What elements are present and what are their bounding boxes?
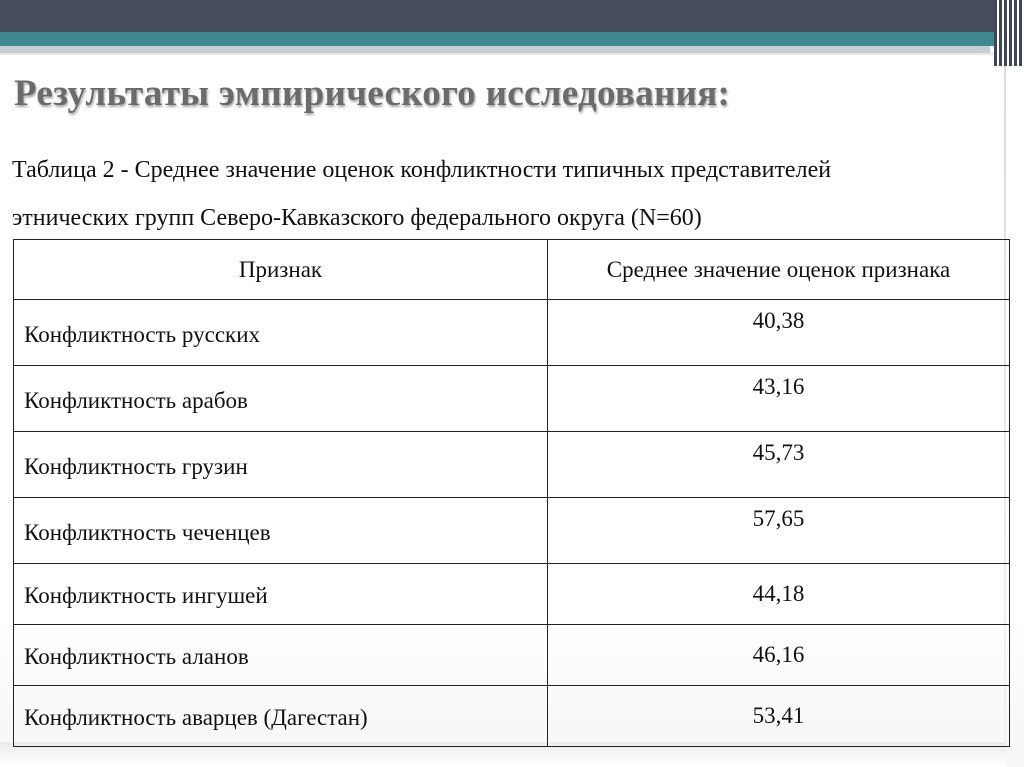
table-row bbox=[14, 625, 1010, 686]
feature-cell: Конфликтность чеченцев bbox=[14, 498, 548, 564]
header-mean-value: Среднее значение оценок признака bbox=[548, 240, 1010, 300]
header-band-teal bbox=[0, 32, 1004, 46]
table-row bbox=[14, 300, 1010, 366]
feature-cell: Конфликтность аварцев (Дагестан) bbox=[14, 686, 548, 747]
caption-line-2: этнических групп Северо-Кавказского федерального округа (N=60) bbox=[12, 205, 702, 231]
table-caption bbox=[12, 146, 1007, 242]
feature-cell: Конфликтность ингушей bbox=[14, 564, 548, 625]
value-cell: 46,16 bbox=[548, 625, 1010, 686]
table-row bbox=[14, 432, 1010, 498]
results-table bbox=[13, 239, 1010, 747]
feature-cell: Конфликтность русских bbox=[14, 300, 548, 366]
table-row bbox=[14, 498, 1010, 564]
header-band-dark bbox=[0, 0, 1004, 32]
table-row bbox=[14, 366, 1010, 432]
value-cell: 53,41 bbox=[548, 686, 1010, 747]
table-row bbox=[14, 686, 1010, 747]
value-cell: 43,16 bbox=[548, 366, 1010, 432]
feature-cell: Конфликтность аланов bbox=[14, 625, 548, 686]
value-cell: 44,18 bbox=[548, 564, 1010, 625]
header-band-highlight bbox=[0, 53, 1004, 55]
value-cell: 45,73 bbox=[548, 432, 1010, 498]
header-feature: Признак bbox=[14, 240, 548, 300]
value-cell: 40,38 bbox=[548, 300, 1010, 366]
header-band-stripe bbox=[0, 46, 990, 53]
slide-title: Результаты эмпирического исследования: bbox=[14, 73, 731, 114]
table-header-row bbox=[14, 240, 1010, 300]
feature-cell: Конфликтность грузин bbox=[14, 432, 548, 498]
table-row bbox=[14, 564, 1010, 625]
feature-cell: Конфликтность арабов bbox=[14, 366, 548, 432]
value-cell: 57,65 bbox=[548, 498, 1010, 564]
corner-stripes-decoration bbox=[994, 0, 1024, 66]
caption-line-1: Таблица 2 - Среднее значение оценок конфликтности типичных представителей bbox=[12, 157, 832, 183]
